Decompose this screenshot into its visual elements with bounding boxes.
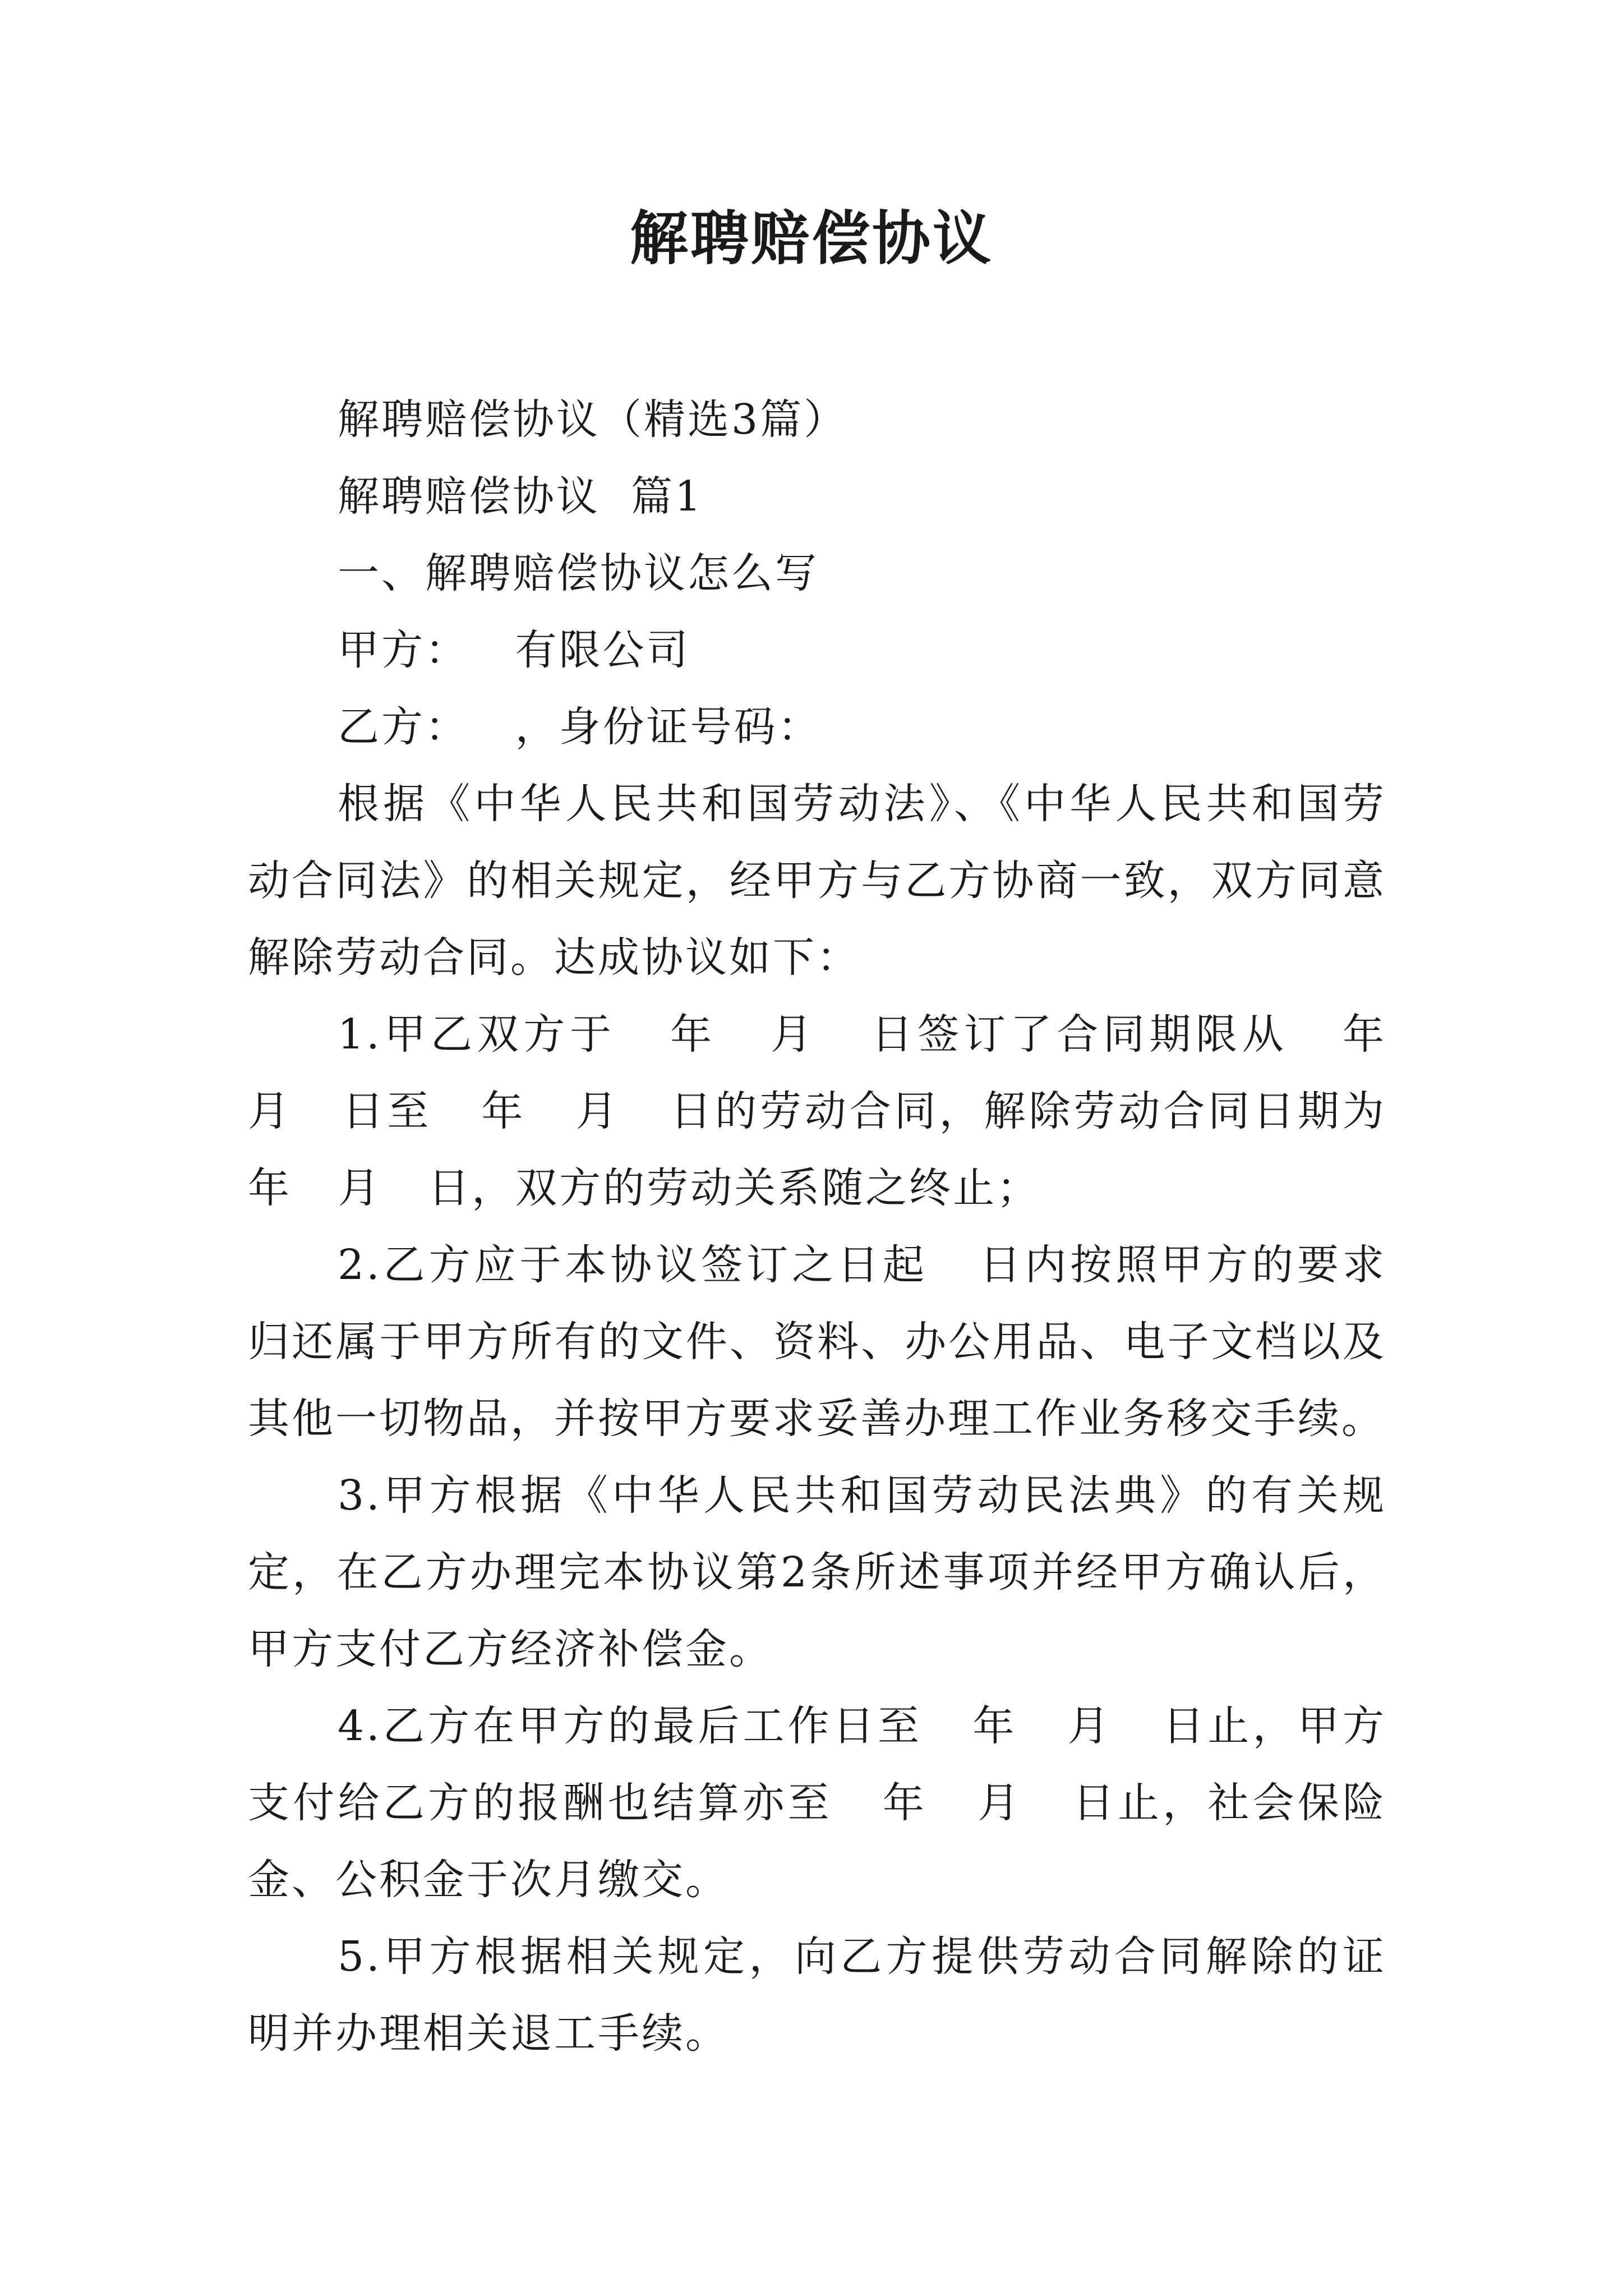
clause-5: 5.甲方根据相关规定，向乙方提供劳动合同解除的证明并办理相关退工手续。: [248, 1932, 1386, 2058]
subsection-heading: 一、解聘赔偿协议怎么写: [338, 549, 819, 597]
preamble-paragraph: 根据《中华人民共和国劳动法》、《中华人民共和国劳动合同法》的相关规定，经甲方与乙方协商一致，双方同意解除劳动合同。达成协议如下：: [248, 780, 1386, 982]
clause-2: 2.乙方应于本协议签订之日起 日内按照甲方的要求归还属于甲方所有的文件、资料、办公用品、电子文档以及其他一切物品，并按甲方要求妥善办理工作业务移交手续。: [248, 1241, 1386, 1443]
clause-1: 1.甲乙双方于 年 月 日签订了合同期限从 年 月 日至 年 月 日的劳动合同，解除劳动合同日期为 年 月 日，双方的劳动关系随之终止；: [248, 1010, 1433, 1212]
party-a-line: 甲方： 有限公司: [338, 626, 690, 674]
party-b-line: 乙方： ，身份证号码：: [338, 703, 822, 751]
document-title: 解聘赔偿协议: [629, 204, 993, 273]
section-heading: 解聘赔偿协议 篇1: [338, 472, 704, 521]
subtitle-selection: 解聘赔偿协议（精选3篇）: [338, 395, 848, 444]
clause-4: 4.乙方在甲方的最后工作日至 年 月 日止，甲方支付给乙方的报酬也结算亦至 年 月 日止，社会保险金、公积金于次月缴交。: [248, 1702, 1386, 1904]
clause-3: 3.甲方根据《中华人民共和国劳动民法典》的有关规定，在乙方办理完本协议第2条所述事项并经甲方确认后，甲方支付乙方经济补偿金。: [248, 1471, 1386, 1673]
document-body: [248, 381, 1433, 2072]
